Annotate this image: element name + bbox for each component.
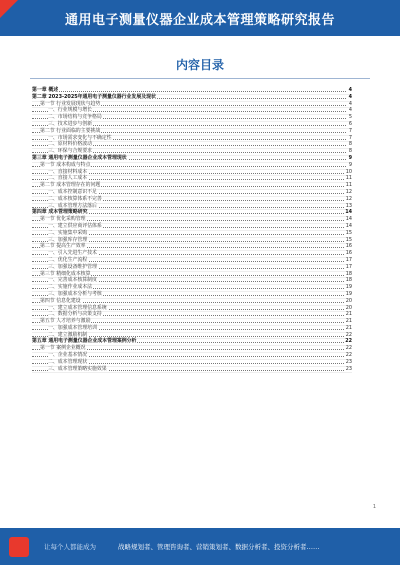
toc-entry-page: 9 — [348, 161, 352, 168]
toc-entry-text: 第一节 行业发展现状与趋势 — [40, 100, 101, 107]
toc-entry-page: 23 — [345, 358, 352, 365]
toc-entry-text: 二、数据分析与决策支持 — [48, 311, 102, 318]
toc-entry-text: 一、直接材料成本 — [48, 168, 88, 175]
toc-entry-text: 二、成本管理现状 — [48, 358, 88, 365]
toc-entry-text: 二、实施集中采购 — [48, 229, 88, 236]
toc-entry-text: 一、市场需求变化与不确定性 — [48, 134, 112, 141]
toc-entry-page: 17 — [345, 256, 352, 263]
footer-logo-icon — [9, 537, 29, 557]
toc-entry-text: 二、成本核算体系不完善 — [48, 195, 102, 202]
toc-entry-page: 7 — [348, 127, 352, 134]
toc-entry-text: 第二节 提高生产效率 — [40, 243, 86, 250]
toc-entry-text: 二、市场结构与竞争格局 — [48, 114, 102, 121]
toc-entry-text: 一、建立供应商评估体系 — [48, 222, 102, 229]
toc-entry-text: 二、实施作业成本法 — [48, 284, 93, 291]
toc-entry-text: 一、企业基本情况 — [48, 352, 88, 359]
toc-entry-page: 13 — [345, 202, 352, 209]
toc-entry-text: 三、成本管理方法落后 — [48, 202, 97, 209]
toc-entry-page: 9 — [348, 154, 352, 161]
toc-entry-page: 15 — [345, 229, 352, 236]
toc-entry-page: 17 — [345, 263, 352, 270]
toc-entry[interactable] — [32, 367, 352, 374]
toc-entry-page: 16 — [345, 250, 352, 257]
toc-entry-text: 第四章 成本管理策略研究 — [32, 209, 88, 216]
toc-title: 内容目录 — [175, 58, 224, 72]
toc-entry-text: 第二节 行业面临的主要挑战 — [40, 127, 101, 134]
footer-message: 让每个人都能成为 — [44, 543, 96, 551]
toc-entry-text: 三、环保与合规要求 — [48, 148, 93, 155]
toc-entry-page: 12 — [345, 195, 352, 202]
toc-entry-page: 5 — [348, 114, 352, 121]
toc-entry-text: 第四节 信息化建设 — [40, 297, 81, 304]
toc-entry-text: 一、行业规模与增长 — [48, 107, 93, 114]
toc-entry-page: 4 — [348, 107, 352, 114]
toc-entry-page: 4 — [348, 93, 352, 100]
toc-entry-text: 第三章 通用电子测量仪器企业成本管理现状 — [32, 154, 127, 161]
toc-entry-text: 一、加强成本管理培训 — [48, 324, 97, 331]
toc-entry-text: 第一节 优化采购管理 — [40, 216, 86, 223]
toc-entry-text: 二、建立激励机制 — [48, 331, 88, 338]
toc-entry-page: 12 — [345, 188, 352, 195]
report-header — [0, 0, 400, 36]
toc-entry-page: 22 — [345, 338, 352, 345]
toc-entry-page: 22 — [345, 331, 352, 338]
toc-entry-text: 二、原材料价格波动 — [48, 141, 93, 148]
toc-entry-text: 第五章 通用电子测量仪器企业成本管理案例分析 — [32, 338, 137, 345]
toc-entry-text: 一、建立成本管理信息系统 — [48, 304, 107, 311]
toc-entry-text: 第一节 案例企业概况 — [40, 345, 86, 352]
toc-entry-text: 三、加强库存管理 — [48, 236, 88, 243]
toc-entry-page: 8 — [348, 148, 352, 155]
table-of-contents — [32, 88, 352, 373]
toc-entry-text: 一、成本控制意识不足 — [48, 188, 97, 195]
toc-entry-page: 11 — [345, 182, 352, 189]
page-number: 1 — [372, 504, 376, 510]
toc-entry-text: 三、技术进步与创新 — [48, 120, 93, 127]
toc-entry-page: 22 — [345, 345, 352, 352]
toc-entry-page: 8 — [348, 141, 352, 148]
toc-entry-text: 第一节 成本构成与特点 — [40, 161, 91, 168]
toc-entry-text: 三、加强成本分析与考核 — [48, 290, 102, 297]
toc-entry-page: 19 — [345, 290, 352, 297]
toc-entry-page: 20 — [345, 297, 352, 304]
toc-entry-page: 15 — [345, 236, 352, 243]
toc-entry-page: 4 — [348, 100, 352, 107]
toc-entry-text: 二、优化生产流程 — [48, 256, 88, 263]
toc-entry-page: 18 — [345, 277, 352, 284]
toc-entry-page: 20 — [345, 304, 352, 311]
toc-entry-page: 11 — [345, 175, 352, 182]
toc-entry-text: 第二章 2023-2025年通用电子测量仪器行业发展及现状 — [32, 93, 156, 100]
toc-entry-page: 23 — [345, 365, 352, 372]
toc-entry-page: 14 — [345, 209, 352, 216]
toc-entry-page: 19 — [345, 284, 352, 291]
toc-entry-text: 一、引入先进生产技术 — [48, 250, 97, 257]
toc-entry-text: 第一章 概述 — [32, 87, 59, 93]
footer-services: 战略规划者、管理咨询者、营销策划者、数据分析者、投资分析者…… — [118, 543, 320, 551]
toc-entry-page: 14 — [345, 216, 352, 223]
toc-entry-page: 16 — [345, 243, 352, 250]
toc-entry-page: 21 — [345, 318, 352, 325]
toc-entry-page: 6 — [348, 120, 352, 127]
toc-entry-text: 三、加强设备维护管理 — [48, 263, 97, 270]
toc-entry-page: 22 — [345, 352, 352, 359]
toc-entry-text: 第五节 人才培养与激励 — [40, 318, 91, 325]
toc-entry-text: 三、成本管理策略实施效果 — [48, 365, 107, 372]
report-title: 通用电子测量仪器企业成本管理策略研究报告 — [64, 13, 335, 28]
toc-entry-page: 21 — [345, 324, 352, 331]
toc-title-rule — [30, 78, 370, 79]
toc-entry-page: 7 — [348, 134, 352, 141]
toc-leader-dots — [32, 91, 346, 92]
toc-entry-page: 18 — [345, 270, 352, 277]
toc-entry-page: 21 — [345, 311, 352, 318]
toc-entry-text: 第三节 精细化成本核算 — [40, 270, 91, 277]
toc-entry-text: 第二节 成本管理存在的问题 — [40, 182, 101, 189]
toc-entry-text: 一、完善成本核算制度 — [48, 277, 97, 284]
toc-entry-page: 14 — [345, 222, 352, 229]
toc-entry-page: 10 — [345, 168, 352, 175]
toc-entry-page: 4 — [348, 87, 352, 93]
toc-entry-text: 二、直接人工成本 — [48, 175, 88, 182]
report-footer — [0, 528, 400, 565]
